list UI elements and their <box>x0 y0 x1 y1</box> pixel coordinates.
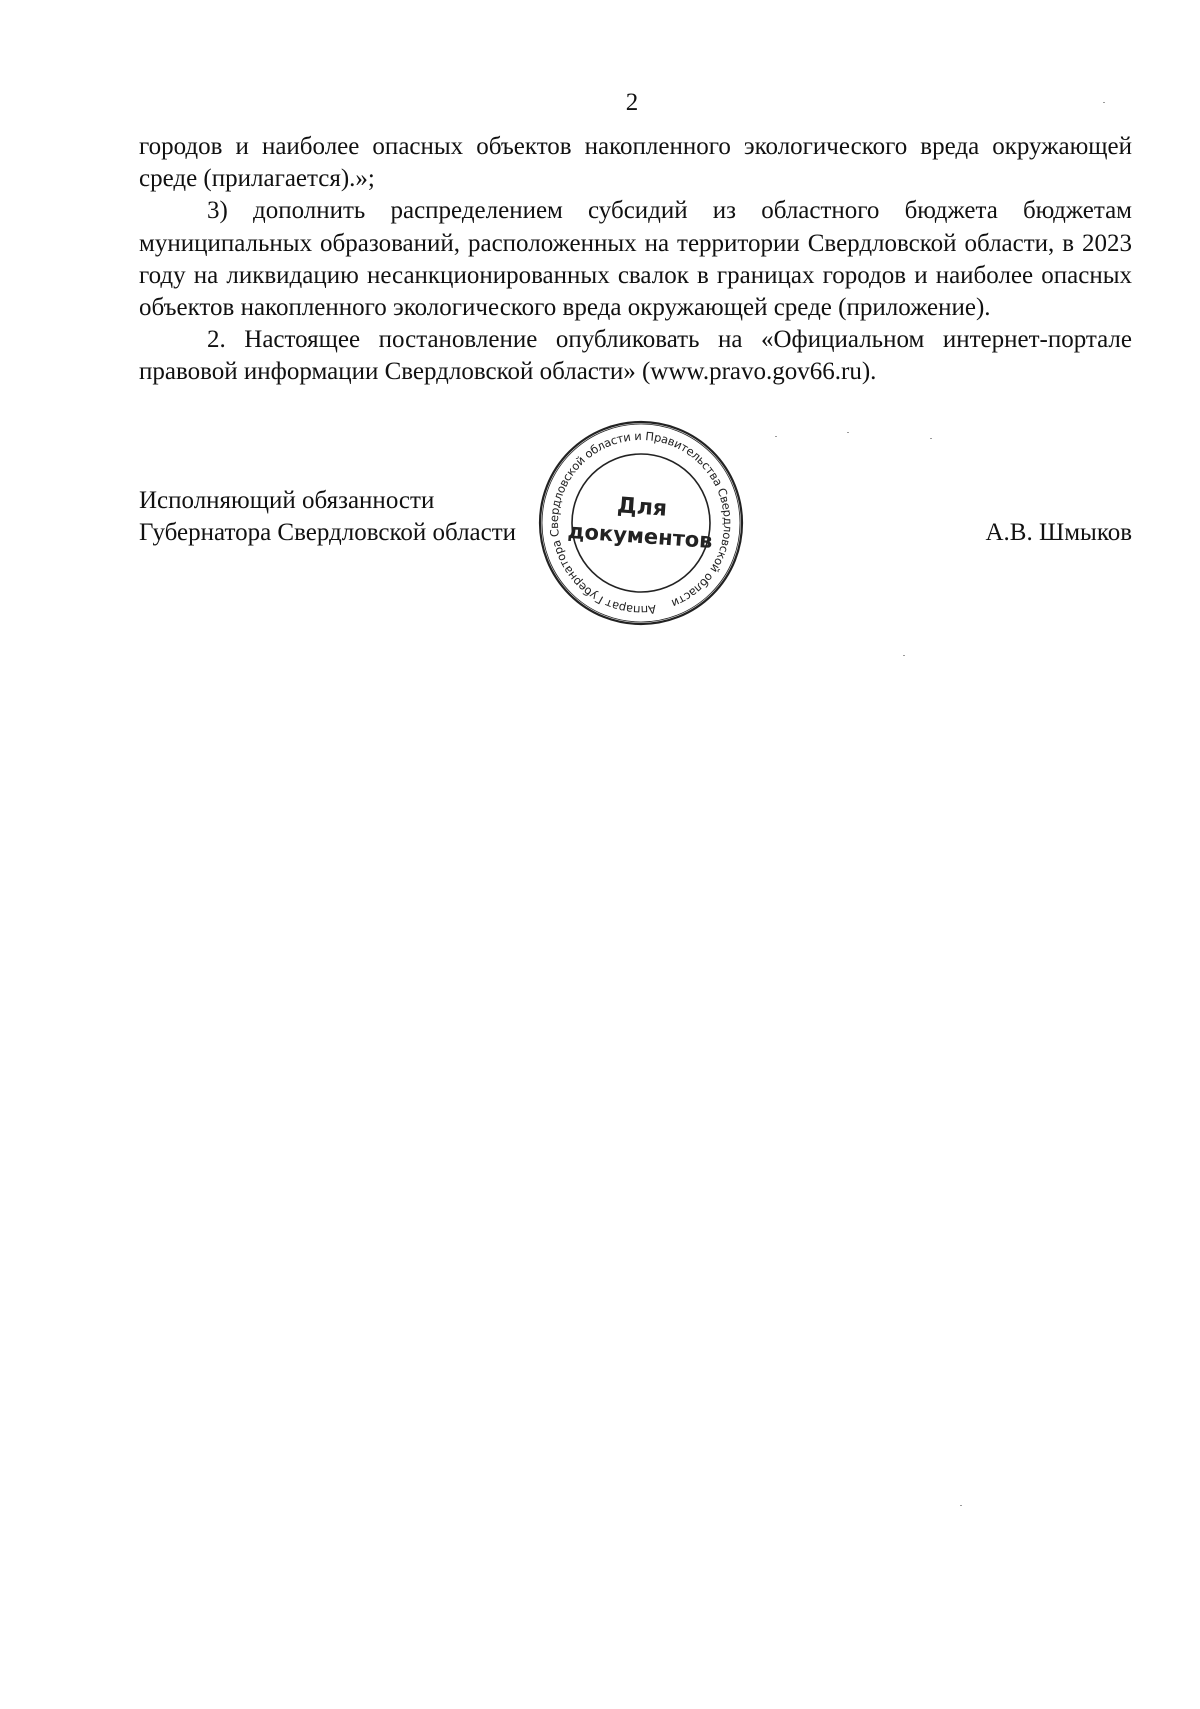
signatory-name: А.В. Шмыков <box>985 519 1132 546</box>
scan-speck <box>930 438 932 439</box>
signatory-position-line-1: Исполняющий обязанности <box>139 487 435 514</box>
signatory-position <box>139 485 516 549</box>
scan-speck <box>903 655 905 656</box>
scan-speck <box>847 432 849 433</box>
stamp-ring-text: Аппарат Губернатора Свердловской области и Правительства Свердловской области <box>546 428 736 618</box>
page-number: 2 <box>625 89 639 116</box>
signatory-position-line-2: Губернатора Свердловской области <box>139 519 517 546</box>
paragraph-item-3: 3) дополнить распределением субсидий из областного бюджета бюджетам муниципальных образований, расположенных на территории Свердловской области, в 2023 году на ликвидацию несанкционированных свалок в границах городов и наиболее опасных объектов накопленного экологического вреда окружающей среде (приложение). <box>139 197 1132 322</box>
scan-speck <box>960 1505 962 1506</box>
scan-speck <box>1103 102 1105 103</box>
paragraph-publication: 2. Настоящее постановление опубликовать на «Официальном интернет-портале правовой информации Свердловской области» (www.pravo.gov66.ru). <box>139 326 1132 386</box>
official-stamp <box>537 419 745 627</box>
stamp-caption-line-2: документов <box>566 518 714 554</box>
paragraph-continuation: городов и наиболее опасных объектов накопленного экологического вреда окружающей среде (прилагается).»; <box>139 133 1132 193</box>
scan-speck <box>775 436 777 437</box>
stamp-caption-line-1: Для <box>616 493 668 522</box>
document-body <box>139 131 1132 389</box>
